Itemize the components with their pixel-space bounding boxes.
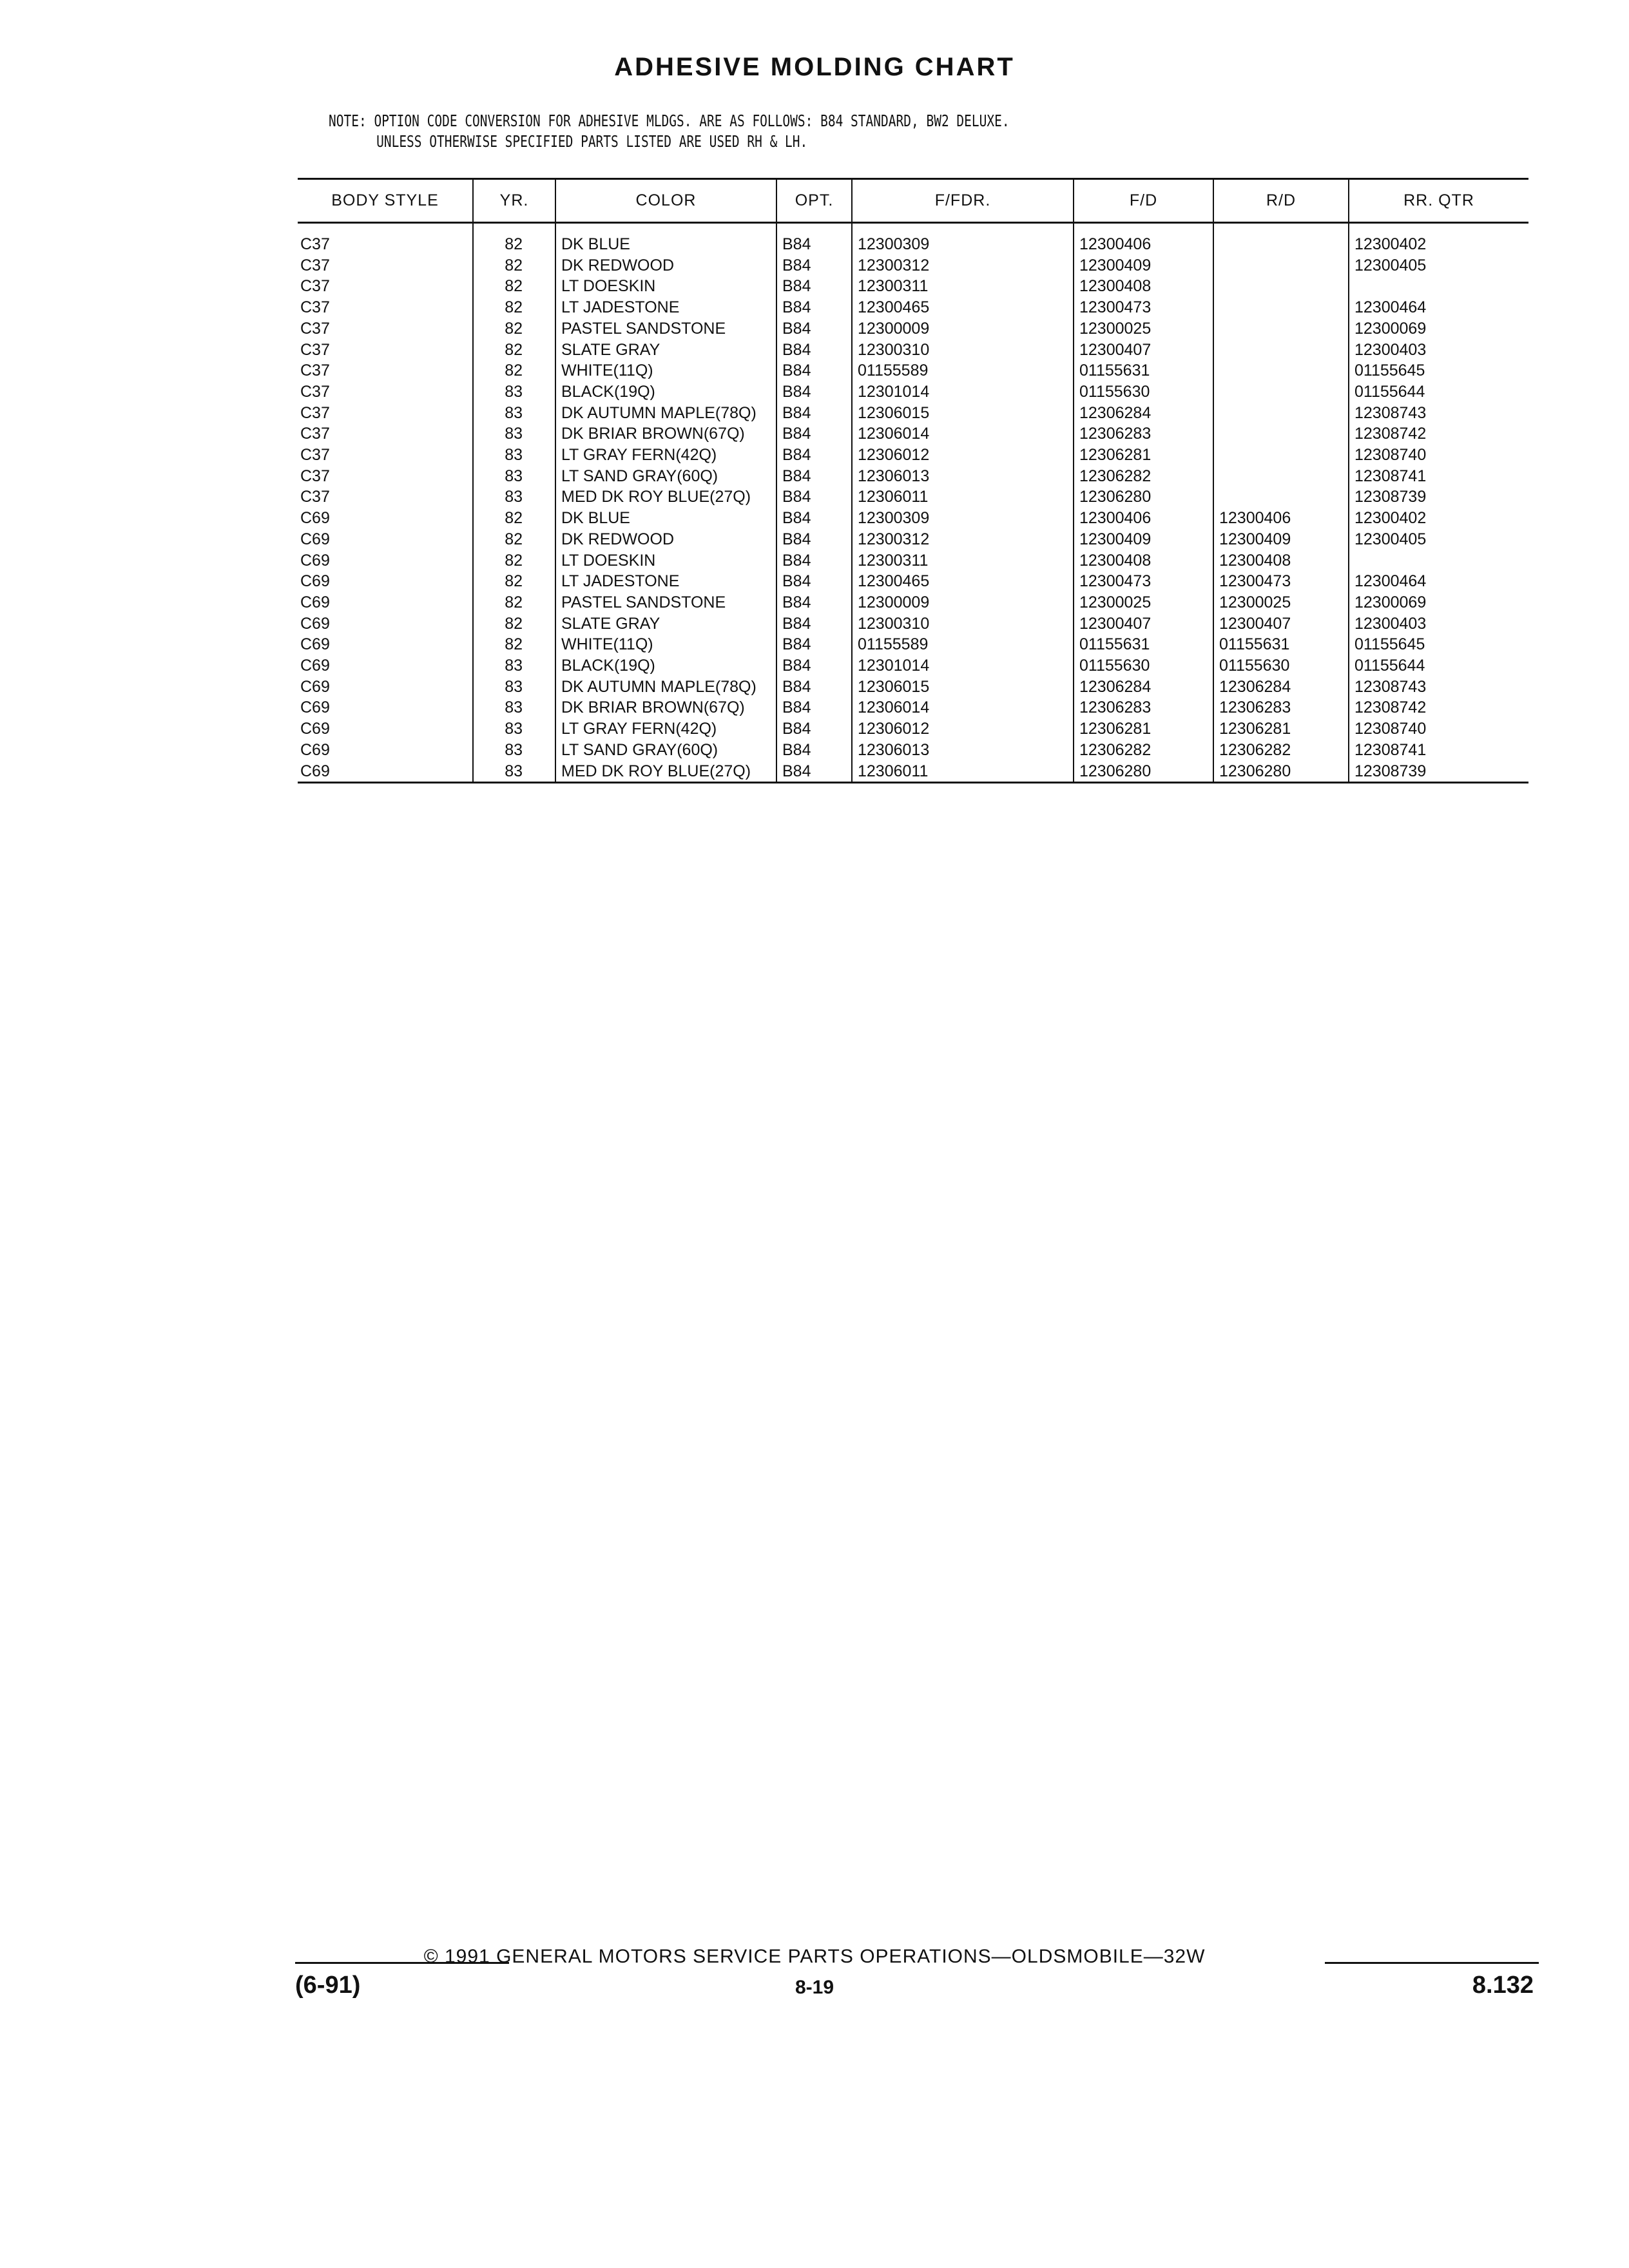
body-style-cell: C69 (300, 657, 330, 675)
rear-door-cell (1213, 340, 1349, 361)
color-cell: DK REDWOOD (555, 529, 776, 550)
table-row (298, 445, 1528, 466)
front-door-cell: 12300406 (1074, 223, 1213, 255)
front-fender-cell: 12306011 (852, 486, 1074, 508)
rear-quarter-cell: 12308741 (1349, 466, 1528, 487)
table-row (298, 423, 1528, 445)
option-cell: B84 (776, 255, 852, 276)
front-door-cell: 12300409 (1074, 529, 1213, 550)
front-fender-cell: 12300311 (852, 550, 1074, 572)
front-door-cell: 12306281 (1074, 718, 1213, 740)
color-cell: SLATE GRAY (555, 613, 776, 635)
option-cell: B84 (776, 486, 852, 508)
year-cell: 82 (473, 571, 555, 592)
body-style-cell: C69 (300, 698, 330, 717)
body-style-cell: C37 (300, 403, 330, 422)
color-cell: LT SAND GRAY(60Q) (555, 740, 776, 761)
option-cell: B84 (776, 318, 852, 340)
front-fender-cell: 01155589 (852, 360, 1074, 381)
rear-door-cell (1213, 445, 1349, 466)
color-cell: SLATE GRAY (555, 340, 776, 361)
color-cell: DK BRIAR BROWN(67Q) (555, 697, 776, 718)
front-door-cell: 12300473 (1074, 571, 1213, 592)
header-color: COLOR (555, 179, 776, 223)
front-door-cell: 01155630 (1074, 381, 1213, 403)
rear-door-cell: 01155630 (1213, 655, 1349, 677)
body-style-cell: C69 (298, 761, 473, 783)
front-fender-cell: 12300309 (852, 223, 1074, 255)
rear-quarter-cell: 12308742 (1349, 423, 1528, 445)
body-style-cell: C37 (300, 340, 330, 359)
front-fender-cell: 12300312 (852, 255, 1074, 276)
rear-door-cell (1213, 255, 1349, 276)
year-cell: 82 (473, 297, 555, 318)
year-cell: 83 (473, 403, 555, 424)
rear-door-cell (1213, 403, 1349, 424)
front-fender-cell: 12300310 (852, 340, 1074, 361)
rear-door-cell (1213, 360, 1349, 381)
table-row (298, 508, 1528, 529)
year-cell: 82 (473, 550, 555, 572)
body-style-cell: C37 (300, 256, 330, 274)
front-fender-cell: 12300465 (852, 571, 1074, 592)
rear-door-cell: 12300406 (1213, 508, 1349, 529)
rear-door-cell (1213, 486, 1349, 508)
year-cell: 83 (473, 466, 555, 487)
front-door-cell: 12300408 (1074, 276, 1213, 297)
table-row (298, 360, 1528, 381)
rear-quarter-cell: 12300464 (1349, 297, 1528, 318)
body-style-cell: C69 (300, 677, 330, 696)
color-cell: MED DK ROY BLUE(27Q) (555, 761, 776, 783)
year-cell: 83 (473, 655, 555, 677)
color-cell: BLACK(19Q) (555, 381, 776, 403)
option-cell: B84 (776, 423, 852, 445)
option-cell: B84 (776, 529, 852, 550)
rear-door-cell (1213, 381, 1349, 403)
front-door-cell: 01155631 (1074, 360, 1213, 381)
rear-quarter-cell: 12300069 (1349, 318, 1528, 340)
option-cell: B84 (776, 445, 852, 466)
option-cell: B84 (776, 718, 852, 740)
color-cell: LT JADESTONE (555, 571, 776, 592)
year-cell: 82 (473, 529, 555, 550)
front-fender-cell: 12306013 (852, 466, 1074, 487)
front-fender-cell: 12300312 (852, 529, 1074, 550)
rear-quarter-cell: 01155644 (1349, 655, 1528, 677)
front-door-cell: 12300025 (1074, 318, 1213, 340)
table-row (298, 740, 1528, 761)
body-style-cell: C69 (300, 509, 330, 528)
front-fender-cell: 12300310 (852, 613, 1074, 635)
body-style-cell: C37 (300, 277, 330, 296)
front-fender-cell: 12301014 (852, 655, 1074, 677)
table-row (298, 613, 1528, 635)
rear-door-cell (1213, 423, 1349, 445)
rear-quarter-cell: 12308740 (1349, 718, 1528, 740)
header-year: YR. (473, 179, 555, 223)
color-cell: DK BRIAR BROWN(67Q) (555, 423, 776, 445)
front-door-cell: 12306282 (1074, 466, 1213, 487)
front-fender-cell: 01155589 (852, 634, 1074, 655)
rear-quarter-cell: 12300402 (1349, 223, 1528, 255)
rear-door-cell (1213, 466, 1349, 487)
rear-door-cell (1213, 276, 1349, 297)
note-text (329, 111, 1010, 152)
year-cell: 82 (473, 340, 555, 361)
color-cell: DK AUTUMN MAPLE(78Q) (555, 677, 776, 698)
table-row (298, 655, 1528, 677)
option-cell: B84 (776, 592, 852, 613)
table-row (298, 340, 1528, 361)
rear-quarter-cell: 12308739 (1349, 486, 1528, 508)
color-cell: WHITE(11Q) (555, 634, 776, 655)
front-door-cell: 12300473 (1074, 297, 1213, 318)
option-cell: B84 (776, 381, 852, 403)
year-cell: 82 (473, 508, 555, 529)
year-cell: 83 (473, 381, 555, 403)
option-cell: B84 (776, 360, 852, 381)
front-fender-cell: 12300309 (852, 508, 1074, 529)
color-cell: LT GRAY FERN(42Q) (555, 718, 776, 740)
front-door-cell: 01155630 (1074, 655, 1213, 677)
year-cell: 83 (473, 697, 555, 718)
molding-table (298, 178, 1528, 783)
rear-quarter-cell: 12300464 (1349, 571, 1528, 592)
option-cell: B84 (776, 613, 852, 635)
table-row (298, 255, 1528, 276)
color-cell: DK BLUE (555, 223, 776, 255)
rear-quarter-cell: 12300403 (1349, 613, 1528, 635)
rear-door-cell: 12300408 (1213, 550, 1349, 572)
rear-quarter-cell: 01155644 (1349, 381, 1528, 403)
rear-quarter-cell: 12308741 (1349, 740, 1528, 761)
front-door-cell: 12306280 (1074, 486, 1213, 508)
front-fender-cell: 12300009 (852, 592, 1074, 613)
option-cell: B84 (776, 340, 852, 361)
year-cell: 83 (473, 677, 555, 698)
rear-quarter-cell: 12300402 (1349, 508, 1528, 529)
option-cell: B84 (776, 466, 852, 487)
color-cell: WHITE(11Q) (555, 360, 776, 381)
option-cell: B84 (776, 697, 852, 718)
year-cell: 82 (473, 592, 555, 613)
page-number: 8-19 (795, 1977, 834, 1998)
body-style-cell: C69 (300, 740, 330, 759)
body-style-cell: C37 (300, 488, 330, 506)
table-row (298, 486, 1528, 508)
table-row (298, 761, 1528, 783)
rear-quarter-cell (1349, 550, 1528, 572)
body-style-cell: C69 (300, 551, 330, 570)
front-door-cell: 12300407 (1074, 613, 1213, 635)
front-fender-cell: 12300465 (852, 297, 1074, 318)
rear-quarter-cell: 12308742 (1349, 697, 1528, 718)
front-fender-cell: 12300311 (852, 276, 1074, 297)
front-fender-cell: 12306012 (852, 718, 1074, 740)
section-number: 8.132 (1472, 1972, 1534, 1999)
color-cell: LT DOESKIN (555, 276, 776, 297)
year-cell: 82 (473, 223, 555, 255)
front-fender-cell: 12301014 (852, 381, 1074, 403)
rear-quarter-cell: 12308743 (1349, 403, 1528, 424)
table-row (298, 403, 1528, 424)
year-cell: 83 (473, 423, 555, 445)
color-cell: LT DOESKIN (555, 550, 776, 572)
year-cell: 83 (473, 445, 555, 466)
year-cell: 82 (473, 255, 555, 276)
rear-door-cell: 12300025 (1213, 592, 1349, 613)
table-row (298, 718, 1528, 740)
body-style-cell: C69 (300, 635, 330, 654)
option-cell: B84 (776, 297, 852, 318)
table-row (298, 276, 1528, 297)
option-cell: B84 (776, 740, 852, 761)
year-cell: 82 (473, 360, 555, 381)
front-fender-cell: 12306015 (852, 403, 1074, 424)
front-fender-cell: 12306015 (852, 677, 1074, 698)
table-row (298, 466, 1528, 487)
body-style-cell: C37 (300, 235, 330, 253)
body-style-cell: C37 (300, 319, 330, 338)
color-cell: PASTEL SANDSTONE (555, 592, 776, 613)
chart-title: ADHESIVE MOLDING CHART (614, 53, 1015, 81)
rear-quarter-cell: 12300069 (1349, 592, 1528, 613)
body-style-cell: C37 (300, 361, 330, 380)
rear-quarter-cell: 12300405 (1349, 255, 1528, 276)
note-line-1: NOTE: OPTION CODE CONVERSION FOR ADHESIVE MLDGS. ARE AS FOLLOWS: B84 STANDARD, BW2 DELUXE. (329, 111, 1010, 130)
copyright-text: © 1991 GENERAL MOTORS SERVICE PARTS OPERATIONS—OLDSMOBILE—32W (423, 1946, 1206, 1967)
rear-door-cell (1213, 318, 1349, 340)
header-option: OPT. (776, 179, 852, 223)
year-cell: 82 (473, 276, 555, 297)
front-door-cell: 12306283 (1074, 423, 1213, 445)
note-line-2: UNLESS OTHERWISE SPECIFIED PARTS LISTED ARE USED RH & LH. (376, 132, 808, 151)
option-cell: B84 (776, 276, 852, 297)
rear-door-cell: 12306284 (1213, 677, 1349, 698)
header-front-fender: F/FDR. (852, 179, 1074, 223)
rear-quarter-cell: 12300405 (1349, 529, 1528, 550)
year-cell: 83 (473, 486, 555, 508)
header-front-door: F/D (1074, 179, 1213, 223)
date-code: (6-91) (295, 1972, 361, 1999)
color-cell: LT SAND GRAY(60Q) (555, 466, 776, 487)
front-door-cell: 12300408 (1074, 550, 1213, 572)
front-fender-cell: 12306013 (852, 740, 1074, 761)
body-style-cell: C69 (300, 720, 330, 738)
rear-door-cell: 12306283 (1213, 697, 1349, 718)
rear-door-cell: 12306282 (1213, 740, 1349, 761)
front-door-cell: 12306284 (1074, 677, 1213, 698)
front-door-cell: 12300409 (1074, 255, 1213, 276)
year-cell: 82 (473, 613, 555, 635)
front-fender-cell: 12306014 (852, 697, 1074, 718)
color-cell: DK REDWOOD (555, 255, 776, 276)
option-cell: B84 (776, 655, 852, 677)
table-body (298, 223, 1528, 783)
rear-quarter-cell (1349, 276, 1528, 297)
table-row (298, 677, 1528, 698)
body-style-cell: C69 (300, 593, 330, 611)
rear-quarter-cell: 12308743 (1349, 677, 1528, 698)
front-door-cell: 12306283 (1074, 697, 1213, 718)
rear-quarter-cell: 01155645 (1349, 360, 1528, 381)
rear-door-cell: 12300473 (1213, 571, 1349, 592)
color-cell: PASTEL SANDSTONE (555, 318, 776, 340)
option-cell: B84 (776, 550, 852, 572)
body-style-cell: C37 (300, 466, 330, 485)
option-cell: B84 (776, 634, 852, 655)
rear-door-cell (1213, 297, 1349, 318)
year-cell: 82 (473, 634, 555, 655)
body-style-cell: C37 (300, 382, 330, 401)
option-cell: B84 (776, 223, 852, 255)
year-cell: 83 (473, 718, 555, 740)
front-door-cell: 01155631 (1074, 634, 1213, 655)
color-cell: MED DK ROY BLUE(27Q) (555, 486, 776, 508)
body-style-cell: C69 (300, 572, 330, 591)
option-cell: B84 (776, 677, 852, 698)
front-door-cell: 12306280 (1074, 761, 1213, 783)
table-row (298, 550, 1528, 572)
header-body-style: BODY STYLE (298, 179, 473, 223)
front-door-cell: 12306284 (1074, 403, 1213, 424)
rear-door-cell: 12306281 (1213, 718, 1349, 740)
rear-door-cell: 12306280 (1213, 761, 1349, 783)
body-style-cell: C69 (300, 614, 330, 633)
year-cell: 83 (473, 761, 555, 783)
table-row (298, 592, 1528, 613)
year-cell: 82 (473, 318, 555, 340)
table-row (298, 571, 1528, 592)
table-row (298, 529, 1528, 550)
color-cell: DK BLUE (555, 508, 776, 529)
table-row (298, 318, 1528, 340)
body-style-cell: C37 (300, 425, 330, 443)
table-row (298, 223, 1528, 255)
body-style-cell: C37 (300, 446, 330, 465)
table-header-row (298, 179, 1528, 223)
rear-quarter-cell: 01155645 (1349, 634, 1528, 655)
rear-quarter-cell: 12308740 (1349, 445, 1528, 466)
table-row (298, 381, 1528, 403)
year-cell: 83 (473, 740, 555, 761)
header-rear-quarter: RR. QTR (1349, 179, 1528, 223)
front-door-cell: 12306282 (1074, 740, 1213, 761)
rear-door-cell: 01155631 (1213, 634, 1349, 655)
color-cell: LT JADESTONE (555, 297, 776, 318)
option-cell: B84 (776, 403, 852, 424)
table-row (298, 697, 1528, 718)
front-fender-cell: 12306011 (852, 761, 1074, 783)
rear-door-cell (1213, 223, 1349, 255)
rear-door-cell: 12300409 (1213, 529, 1349, 550)
front-door-cell: 12306281 (1074, 445, 1213, 466)
color-cell: BLACK(19Q) (555, 655, 776, 677)
table-row (298, 297, 1528, 318)
rear-door-cell: 12300407 (1213, 613, 1349, 635)
front-door-cell: 12300407 (1074, 340, 1213, 361)
front-door-cell: 12300025 (1074, 592, 1213, 613)
option-cell: B84 (776, 761, 852, 783)
table-row (298, 634, 1528, 655)
color-cell: LT GRAY FERN(42Q) (555, 445, 776, 466)
option-cell: B84 (776, 508, 852, 529)
rear-quarter-cell: 12308739 (1349, 761, 1528, 783)
header-rear-door: R/D (1213, 179, 1349, 223)
front-fender-cell: 12300009 (852, 318, 1074, 340)
rear-quarter-cell: 12300403 (1349, 340, 1528, 361)
body-style-cell: C69 (300, 530, 330, 548)
body-style-cell: C37 (300, 298, 330, 317)
color-cell: DK AUTUMN MAPLE(78Q) (555, 403, 776, 424)
option-cell: B84 (776, 571, 852, 592)
front-fender-cell: 12306012 (852, 445, 1074, 466)
front-door-cell: 12300406 (1074, 508, 1213, 529)
front-fender-cell: 12306014 (852, 423, 1074, 445)
